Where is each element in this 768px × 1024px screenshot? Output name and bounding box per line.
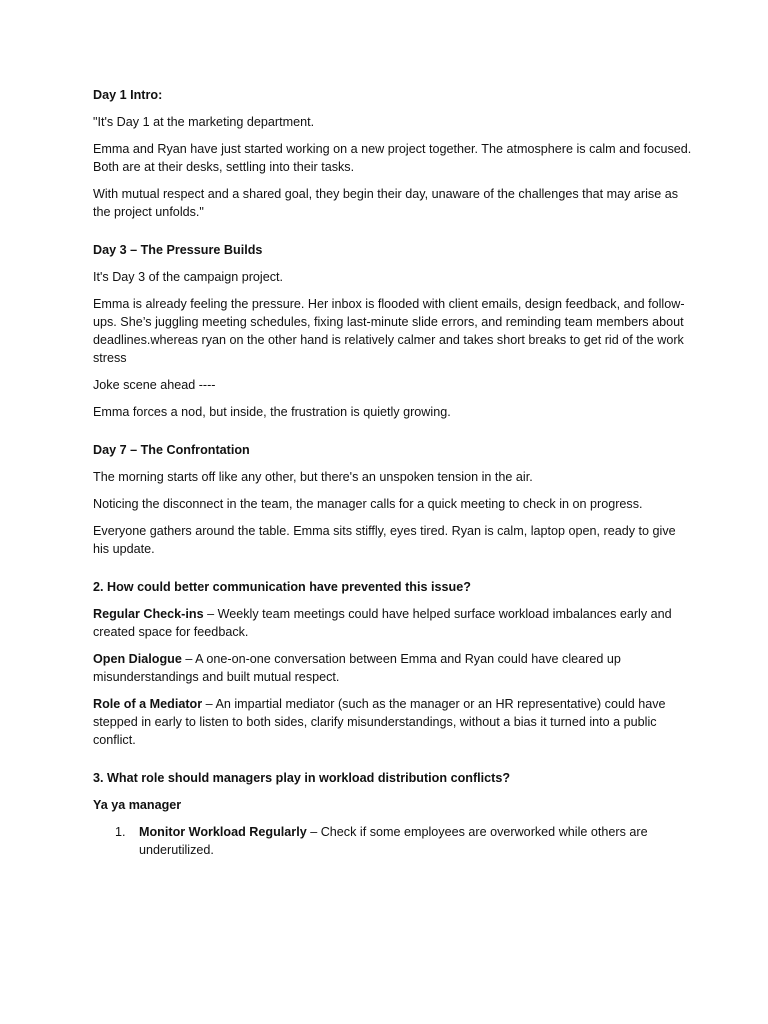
list-item-term: Monitor Workload Regularly (139, 825, 307, 839)
paragraph: The morning starts off like any other, but there's an unspoken tension in the air. (93, 470, 533, 484)
list-item (93, 823, 693, 859)
section-day-1 (93, 86, 693, 221)
question-subheading: Ya ya manager (93, 798, 182, 812)
paragraph: Joke scene ahead ---- (93, 378, 216, 392)
paragraph: With mutual respect and a shared goal, they begin their day, unaware of the challenges that may arise as the project unfolds." (93, 187, 679, 219)
numbered-list (93, 823, 693, 859)
list-item-text: – Check if some employees are overworked while others are underutilized. (139, 825, 648, 857)
section-question-2 (93, 578, 693, 749)
answer-item (93, 695, 693, 749)
section-day-3 (93, 241, 693, 421)
answer-item (93, 605, 693, 641)
paragraph: Emma and Ryan have just started working on a new project together. The atmosphere is calm and focused. Both are at their desks, settling into their tasks. (93, 142, 692, 174)
section-heading: Day 3 – The Pressure Builds (93, 243, 263, 257)
paragraph: Emma is already feeling the pressure. Her inbox is flooded with client emails, design feedback, and follow-ups. She’s juggling meeting schedules, fixing last-minute slide errors, and reminding team members about deadlines.whereas ryan on the other hand is relatively calmer and takes short breaks to get rid of the work stress (93, 297, 685, 365)
answer-term: Open Dialogue (93, 652, 182, 666)
list-item-number: 1. (115, 825, 126, 839)
section-day-7 (93, 441, 693, 558)
section-heading: Day 1 Intro: (93, 88, 163, 102)
question-heading: 2. How could better communication have prevented this issue? (93, 580, 471, 594)
section-heading: Day 7 – The Confrontation (93, 443, 250, 457)
answer-text: – A one-on-one conversation between Emma and Ryan could have cleared up misunderstandings and built mutual respect. (93, 652, 621, 684)
paragraph: "It's Day 1 at the marketing department. (93, 115, 315, 129)
answer-term: Role of a Mediator (93, 697, 203, 711)
section-question-3 (93, 769, 693, 859)
document-page (93, 86, 693, 859)
answer-text: – Weekly team meetings could have helped surface workload imbalances early and created space for feedback. (93, 607, 672, 639)
paragraph: Emma forces a nod, but inside, the frustration is quietly growing. (93, 405, 451, 419)
answer-item (93, 650, 693, 686)
paragraph: Everyone gathers around the table. Emma sits stiffly, eyes tired. Ryan is calm, laptop open, ready to give his update. (93, 524, 676, 556)
paragraph: It's Day 3 of the campaign project. (93, 270, 284, 284)
paragraph: Noticing the disconnect in the team, the manager calls for a quick meeting to check in on progress. (93, 497, 643, 511)
answer-term: Regular Check-ins (93, 607, 204, 621)
answer-text: – An impartial mediator (such as the manager or an HR representative) could have stepped in early to listen to both sides, clarify misunderstandings, without a bias it turned into a public conflict. (93, 697, 666, 747)
question-heading: 3. What role should managers play in workload distribution conflicts? (93, 771, 511, 785)
